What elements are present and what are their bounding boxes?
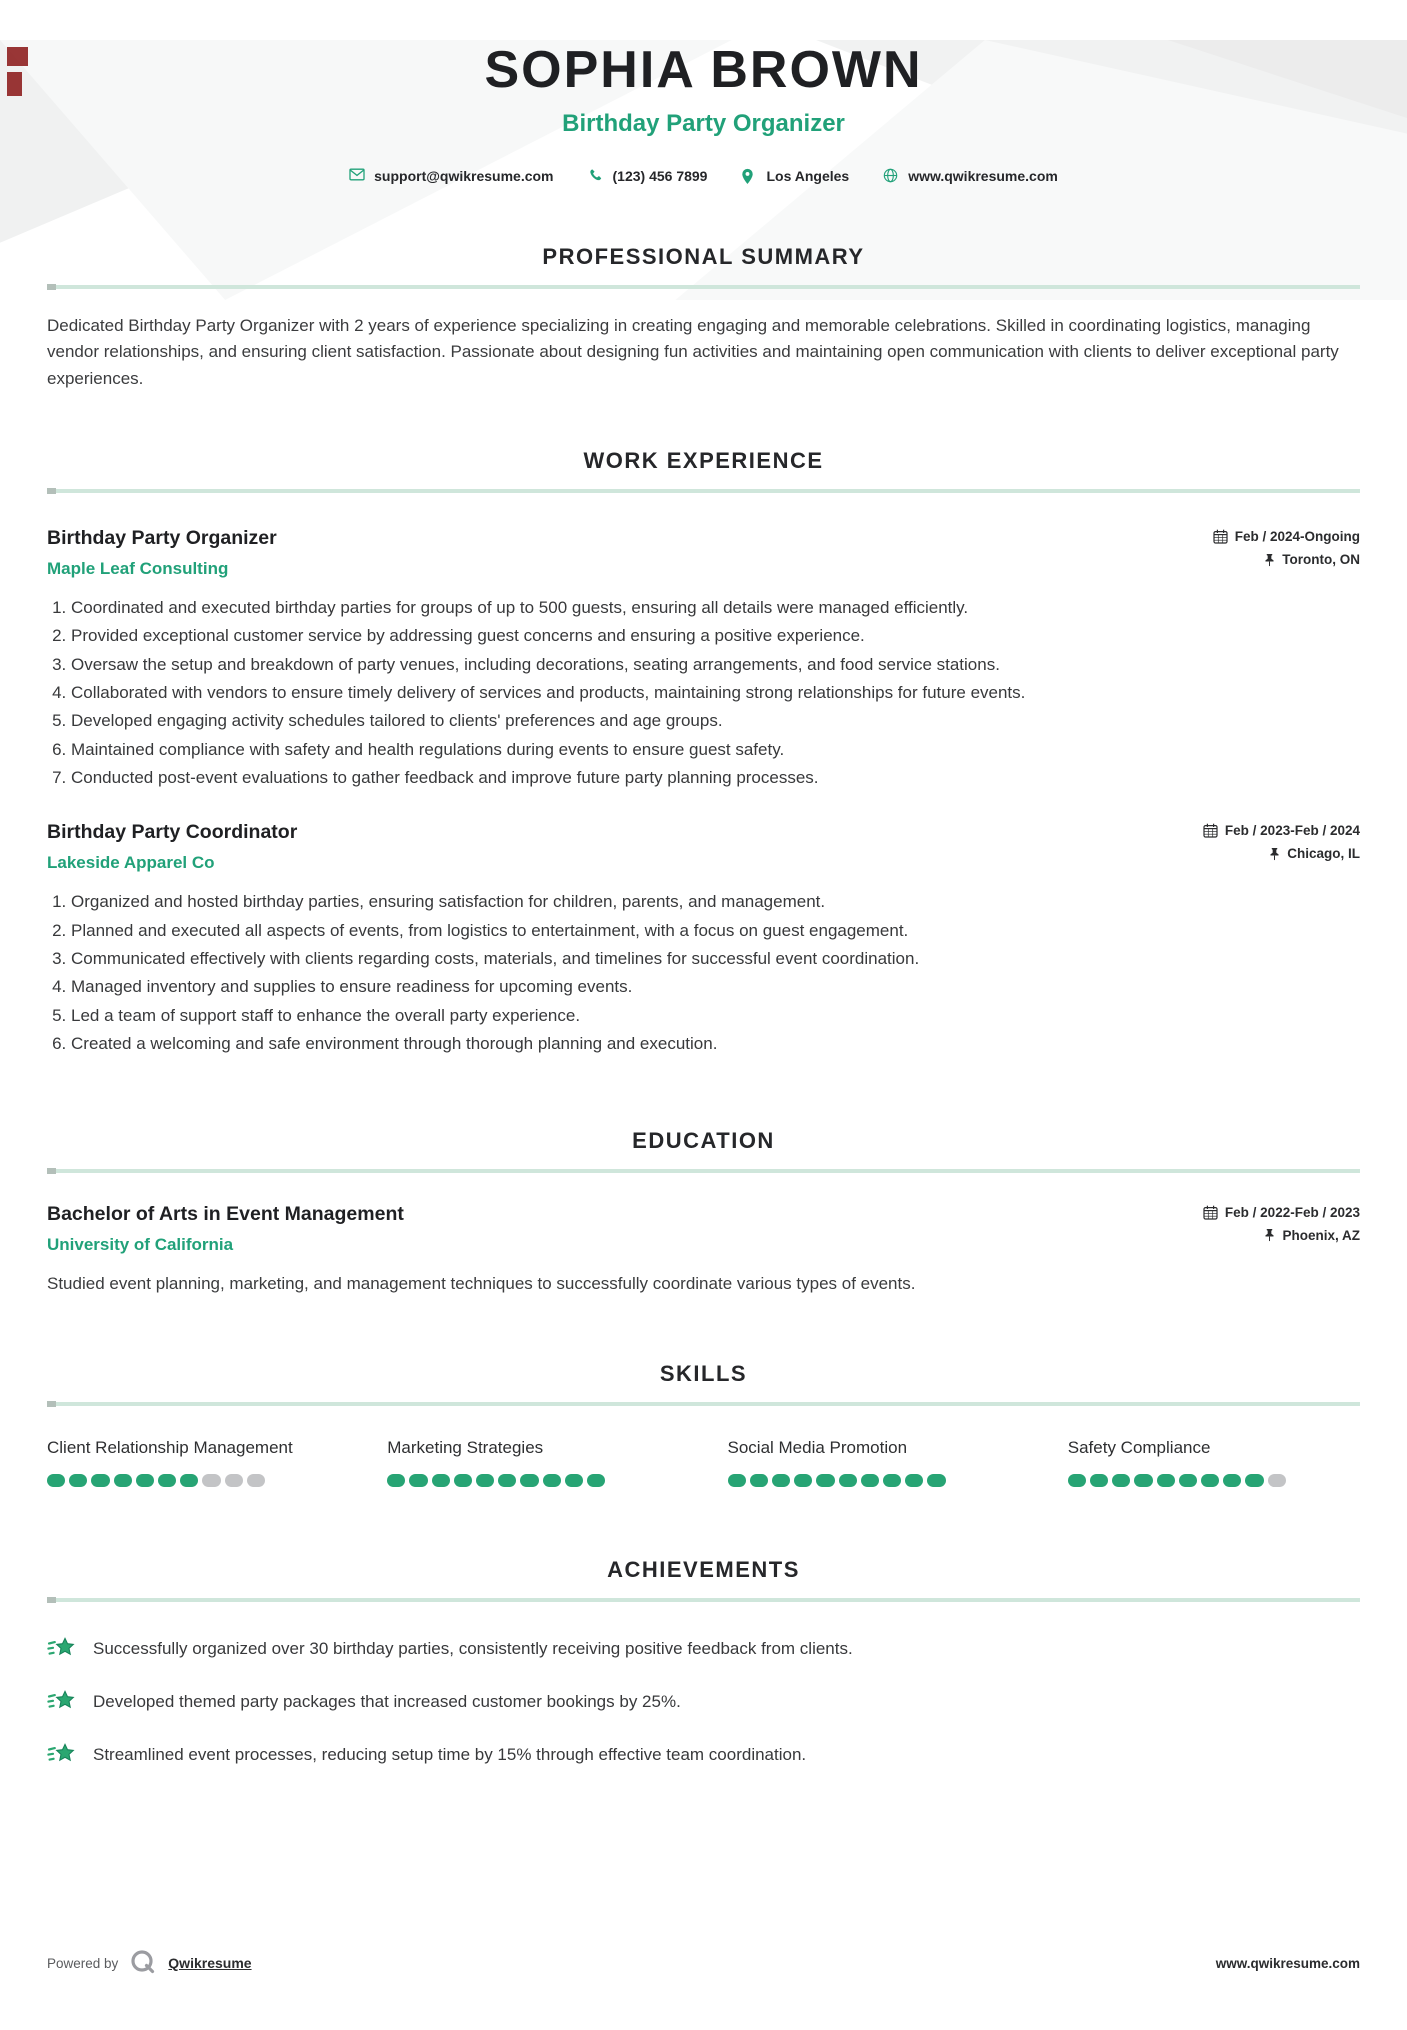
job-bullet: 1. Organized and hosted birthday parties, ensuring satisfaction for children, parents, and management.	[71, 889, 1360, 915]
skill-segment	[158, 1474, 176, 1487]
skills-grid	[47, 1436, 1360, 1487]
skill-segment	[1090, 1474, 1108, 1487]
skill-segment	[772, 1474, 790, 1487]
education-meta	[1203, 1203, 1360, 1243]
achievement-text: Successfully organized over 30 birthday parties, consistently receiving positive feedback from clients.	[93, 1638, 853, 1658]
section-achievements	[47, 1557, 1360, 1769]
achievement-item	[47, 1636, 1360, 1663]
section-work-experience	[47, 448, 1360, 1057]
achievement-item	[47, 1689, 1360, 1716]
contact-phone[interactable]	[588, 168, 708, 184]
job-bullet: 6. Maintained compliance with safety and health regulations during events to ensure guest safety.	[71, 737, 1360, 763]
education-description: Studied event planning, marketing, and management techniques to successfully coordinate various types of events.	[47, 1273, 916, 1293]
job-dates-text: Feb / 2024-Ongoing	[1234, 529, 1360, 545]
skill-segment	[247, 1474, 265, 1487]
job-location-text: Toronto, ON	[1282, 552, 1360, 568]
job-company: Lakeside Apparel Co	[47, 853, 215, 873]
contact-row	[47, 168, 1360, 184]
job-bullet: 5. Led a team of support staff to enhance the overall party experience.	[71, 1003, 1360, 1029]
job-bullet: 1. Coordinated and executed birthday parties for groups of up to 500 guests, ensuring all details were managed efficiently.	[71, 595, 1360, 621]
skill-label: Social Media Promotion	[727, 1437, 908, 1457]
skill-segment	[1157, 1474, 1175, 1487]
job-dates-text: Feb / 2023-Feb / 2024	[1224, 823, 1360, 839]
skill-segment	[816, 1474, 834, 1487]
skill-segment	[225, 1474, 243, 1487]
calendar-icon	[1213, 529, 1228, 544]
job-bullet: 2. Provided exceptional customer service by addressing guest concerns and ensuring a positive experience.	[71, 623, 1360, 649]
job-header	[47, 527, 1360, 579]
job-header	[47, 821, 1360, 873]
powered-by-label: Powered by	[47, 1955, 119, 1971]
footer-website-link[interactable]: www.qwikresume.com	[1215, 1955, 1360, 1971]
job-dates	[1203, 823, 1360, 838]
contact-phone-text: (123) 456 7899	[612, 168, 708, 184]
skill-segment	[69, 1474, 87, 1487]
skill-label: Safety Compliance	[1067, 1437, 1211, 1457]
skill-level-bar	[728, 1474, 946, 1487]
education-degree: Bachelor of Arts in Event Management	[47, 1202, 404, 1225]
job-company: Maple Leaf Consulting	[47, 559, 229, 579]
skill-segment	[587, 1474, 605, 1487]
skill-item	[728, 1436, 1020, 1487]
work-heading: WORK EXPERIENCE	[583, 448, 824, 474]
job-bullet: 4. Managed inventory and supplies to ensure readiness for upcoming events.	[71, 974, 1360, 1000]
job-location-text: Chicago, IL	[1287, 846, 1360, 862]
job-bullet: 4. Collaborated with vendors to ensure timely delivery of services and products, maintaining strong relationships for future events.	[71, 680, 1360, 706]
summary-text: Dedicated Birthday Party Organizer with 2 years of experience specializing in creating engaging and memorable celebrations. Skilled in coordinating logistics, managing vendor relationships, and ensuring client satisfaction. Passionate about designing fun activities and maintaining open communication with clients to deliver exceptional party experiences.	[47, 316, 1339, 388]
skill-segment	[565, 1474, 583, 1487]
skill-segment	[1068, 1474, 1086, 1487]
job-bullet: 7. Conducted post-event evaluations to gather feedback and improve future party planning processes.	[71, 765, 1360, 791]
skill-segment	[432, 1474, 450, 1487]
skill-segment	[476, 1474, 494, 1487]
skill-segment	[1223, 1474, 1241, 1487]
job-bullet: 2. Planned and executed all aspects of events, from logistics to entertainment, with a focus on guest engagement.	[71, 918, 1360, 944]
skill-label: Marketing Strategies	[387, 1437, 544, 1457]
section-skills	[47, 1361, 1360, 1487]
skill-segment	[1179, 1474, 1197, 1487]
job-dates	[1213, 529, 1360, 544]
footer-branding	[47, 1948, 252, 1978]
skill-segment	[750, 1474, 768, 1487]
skill-label: Client Relationship Management	[47, 1437, 293, 1457]
education-header	[47, 1203, 1360, 1255]
job-meta	[1203, 821, 1360, 861]
qwikresume-link[interactable]: Qwikresume	[168, 1955, 252, 1971]
education-location-text: Phoenix, AZ	[1282, 1227, 1360, 1243]
section-divider	[47, 489, 1360, 493]
section-divider	[47, 1598, 1360, 1602]
location-pin-icon	[741, 168, 757, 184]
pushpin-icon	[1264, 553, 1275, 567]
shooting-star-icon	[47, 1689, 77, 1716]
skill-segment	[1245, 1474, 1263, 1487]
education-school: University of California	[47, 1234, 234, 1254]
skill-segment	[927, 1474, 945, 1487]
section-divider	[47, 1169, 1360, 1173]
job-bullet: 3. Communicated effectively with clients regarding costs, materials, and timelines for successful event coordination.	[71, 946, 1360, 972]
summary-heading: PROFESSIONAL SUMMARY	[542, 244, 865, 269]
skill-level-bar	[1068, 1474, 1286, 1487]
skill-level-bar	[387, 1474, 605, 1487]
skill-segment	[47, 1474, 65, 1487]
job-entry	[47, 821, 1360, 1057]
contact-website-text: www.qwikresume.com	[908, 168, 1058, 184]
skill-segment	[202, 1474, 220, 1487]
job-title-block	[47, 821, 297, 873]
footer	[47, 1948, 1360, 1978]
skill-segment	[1201, 1474, 1219, 1487]
achievements-list	[47, 1636, 1360, 1769]
calendar-icon	[1203, 1205, 1218, 1220]
skill-segment	[794, 1474, 812, 1487]
skill-segment	[498, 1474, 516, 1487]
globe-icon	[883, 168, 899, 184]
skill-segment	[180, 1474, 198, 1487]
contact-email-text: support@qwikresume.com	[374, 168, 554, 184]
skill-segment	[520, 1474, 538, 1487]
resume-page	[0, 40, 1407, 1769]
achievements-heading: ACHIEVEMENTS	[607, 1556, 800, 1582]
job-bullet: 5. Developed engaging activity schedules tailored to clients' preferences and age groups.	[71, 708, 1360, 734]
person-job-title: Birthday Party Organizer	[562, 110, 845, 137]
achievement-text: Streamlined event processes, reducing setup time by 15% through effective team coordination.	[93, 1744, 807, 1764]
skill-segment	[91, 1474, 109, 1487]
section-professional-summary	[47, 244, 1360, 392]
skill-segment	[114, 1474, 132, 1487]
contact-location[interactable]	[741, 168, 849, 184]
pushpin-icon	[1269, 847, 1280, 861]
calendar-icon	[1203, 823, 1218, 838]
education-location	[1264, 1228, 1360, 1243]
envelope-icon	[349, 168, 365, 184]
skill-segment	[839, 1474, 857, 1487]
section-divider	[47, 1402, 1360, 1406]
contact-location-text: Los Angeles	[766, 168, 850, 184]
qwikresume-logo-icon	[128, 1948, 158, 1978]
job-title-block	[47, 527, 277, 579]
section-divider	[47, 285, 1360, 289]
skill-item	[1068, 1436, 1360, 1487]
education-heading: EDUCATION	[632, 1127, 775, 1153]
skill-segment	[409, 1474, 427, 1487]
job-title: Birthday Party Organizer	[47, 527, 277, 550]
skills-heading: SKILLS	[659, 1360, 748, 1386]
job-bullet: 3. Oversaw the setup and breakdown of party venues, including decorations, seating arrangements, and food service stations.	[71, 652, 1360, 678]
skill-segment	[136, 1474, 154, 1487]
education-entry	[47, 1203, 1360, 1297]
job-bullet-list	[47, 889, 1360, 1057]
skill-segment	[454, 1474, 472, 1487]
contact-email[interactable]	[349, 168, 553, 184]
contact-website[interactable]	[883, 168, 1058, 184]
skill-level-bar	[47, 1474, 265, 1487]
pushpin-icon	[1264, 1228, 1275, 1242]
skill-item	[387, 1436, 679, 1487]
phone-icon	[588, 168, 604, 184]
job-bullet-list	[47, 595, 1360, 791]
achievement-text: Developed themed party packages that increased customer bookings by 25%.	[93, 1691, 681, 1711]
shooting-star-icon	[47, 1742, 77, 1769]
skill-segment	[861, 1474, 879, 1487]
skill-segment	[543, 1474, 561, 1487]
job-bullet: 6. Created a welcoming and safe environment through thorough planning and execution.	[71, 1031, 1360, 1057]
education-dates-text: Feb / 2022-Feb / 2023	[1224, 1204, 1360, 1220]
achievement-item	[47, 1742, 1360, 1769]
job-location	[1264, 552, 1360, 567]
skill-segment	[1268, 1474, 1286, 1487]
person-name: SOPHIA BROWN	[484, 41, 923, 99]
education-dates	[1203, 1205, 1360, 1220]
job-title: Birthday Party Coordinator	[47, 821, 298, 844]
skill-segment	[1134, 1474, 1152, 1487]
job-entry	[47, 527, 1360, 791]
job-meta	[1213, 527, 1360, 567]
job-location	[1269, 846, 1360, 861]
skill-segment	[728, 1474, 746, 1487]
education-title-block	[47, 1203, 404, 1255]
skill-segment	[387, 1474, 405, 1487]
skill-segment	[883, 1474, 901, 1487]
shooting-star-icon	[47, 1636, 77, 1663]
skill-segment	[905, 1474, 923, 1487]
section-education	[47, 1128, 1360, 1297]
skill-item	[47, 1436, 339, 1487]
skill-segment	[1112, 1474, 1130, 1487]
